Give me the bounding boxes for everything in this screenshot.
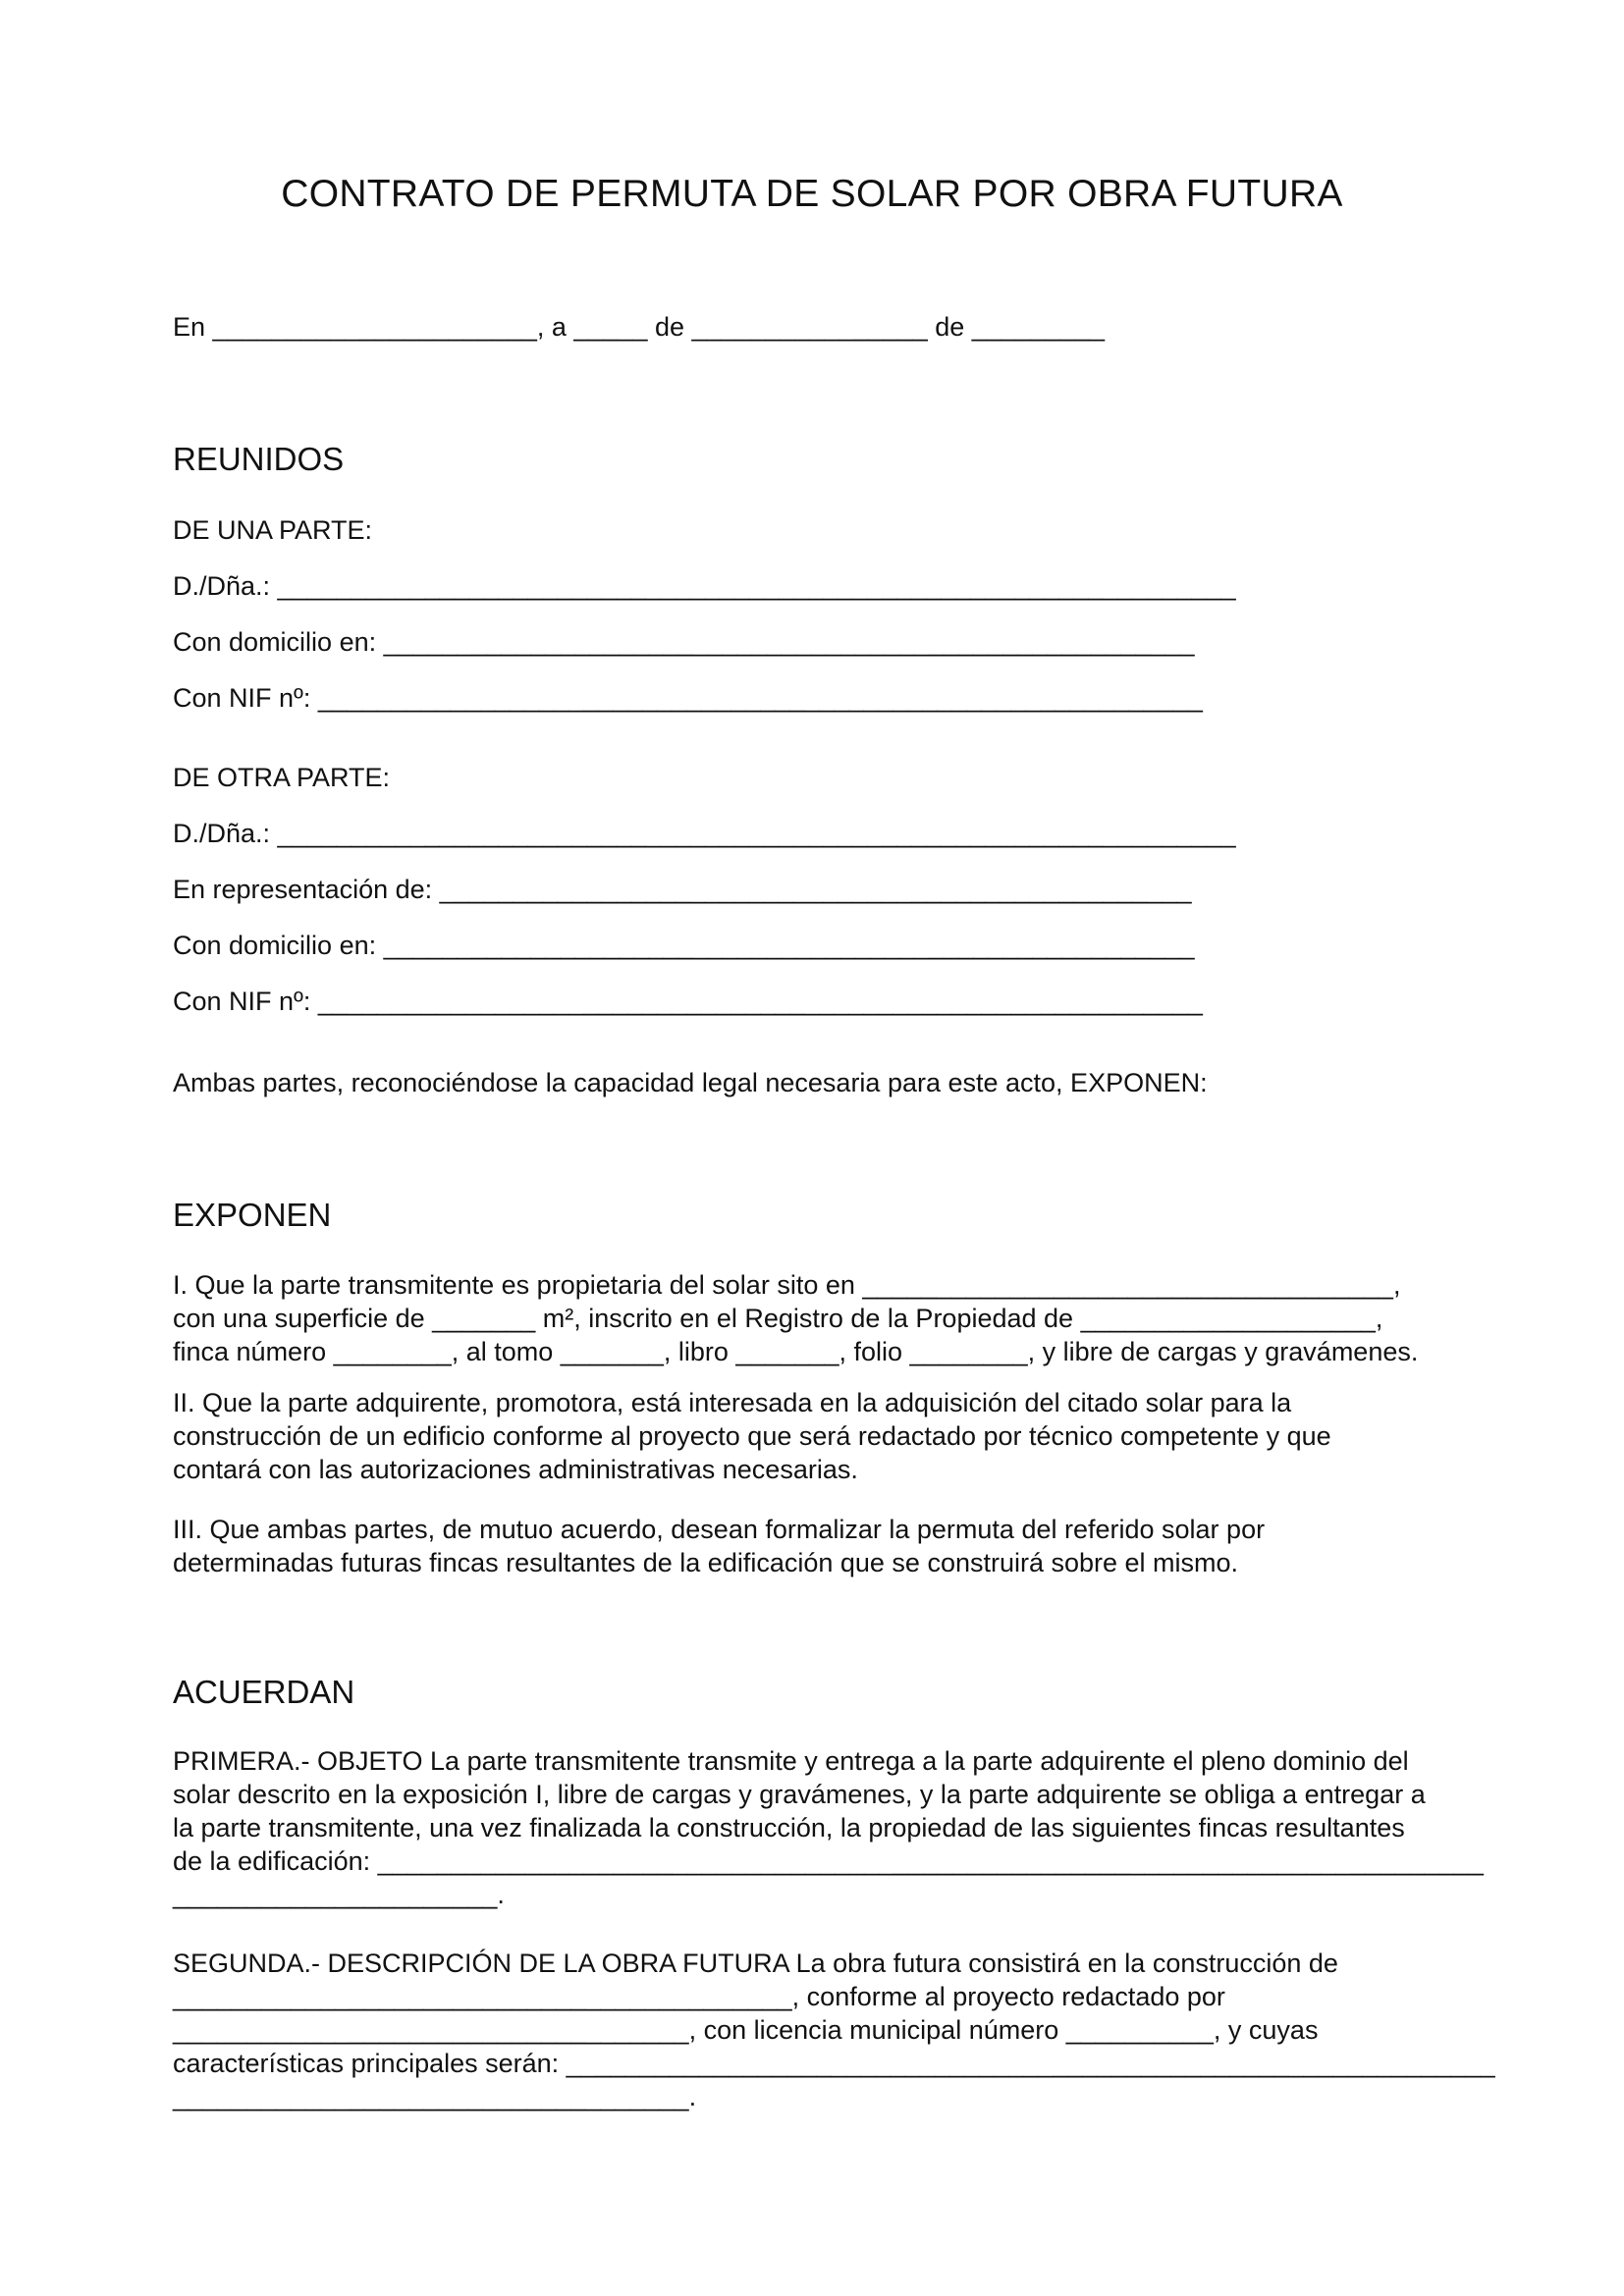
party-two-nif-line: Con NIF nº: ____________________________________________________________ — [173, 987, 1203, 1016]
party-two-label: DE OTRA PARTE: — [173, 763, 391, 792]
document-title: CONTRATO DE PERMUTA DE SOLAR POR OBRA FUTURA — [281, 173, 1343, 215]
place-date-line: En ______________________, a _____ de ________________ de _________ — [173, 312, 1105, 342]
exponen-item-1: I. Que la parte transmitente es propietaria del solar sito en ____________________________________, con una superficie de _______ m², inscrito en el Registro de la Propiedad de ____________________, finca número ________, al tomo _______, libro _______, folio ________, y libre de cargas y gravámenes. — [173, 1270, 1419, 1366]
reunidos-closing-sentence: Ambas partes, reconociéndose la capacidad legal necesaria para este acto, EXPONEN: — [173, 1068, 1208, 1097]
party-one-address-line: Con domicilio en: _______________________________________________________ — [173, 627, 1195, 657]
party-two-representation-line: En representación de: ___________________________________________________ — [173, 875, 1192, 904]
section-heading-acuerdan: ACUERDAN — [173, 1674, 355, 1710]
exponen-item-3: III. Que ambas partes, de mutuo acuerdo, desean formalizar la permuta del referido solar por determinadas futuras fincas resultantes de la edificación que se construirá sobre el mismo. — [173, 1515, 1266, 1577]
clause-segunda: SEGUNDA.- DESCRIPCIÓN DE LA OBRA FUTURA La obra futura consistirá en la construcción de __________________________________________, conforme al proyecto redactado por ___________________________________, con licencia municipal número __________, y cuyas características principales serán: _______________________________________________________________ ___________________________________. — [173, 1949, 1495, 2111]
section-heading-exponen: EXPONEN — [173, 1197, 332, 1233]
clause-primera: PRIMERA.- OBJETO La parte transmitente transmite y entrega a la parte adquirente el pleno dominio del solar descrito en la exposición I, libre de cargas y gravámenes, y la parte adquirente se obliga a entregar a la parte transmitente, una vez finalizada la construcción, la propiedad de las siguientes fincas resultantes de la edificación: ___________________________________________________________________________ ______________________. — [173, 1746, 1484, 1909]
party-two-name-line: D./Dña.: _________________________________________________________________ — [173, 819, 1236, 848]
exponen-item-2: II. Que la parte adquirente, promotora, está interesada en la adquisición del citado solar para la construcción de un edificio conforme al proyecto que será redactado por técnico competente y que contará con las autorizaciones administrativas necesarias. — [173, 1388, 1331, 1484]
party-two-address-line: Con domicilio en: _______________________________________________________ — [173, 931, 1195, 960]
section-heading-reunidos: REUNIDOS — [173, 441, 345, 477]
party-one-nif-line: Con NIF nº: ____________________________________________________________ — [173, 683, 1203, 713]
party-one-label: DE UNA PARTE: — [173, 515, 373, 545]
party-one-name-line: D./Dña.: _________________________________________________________________ — [173, 571, 1236, 601]
